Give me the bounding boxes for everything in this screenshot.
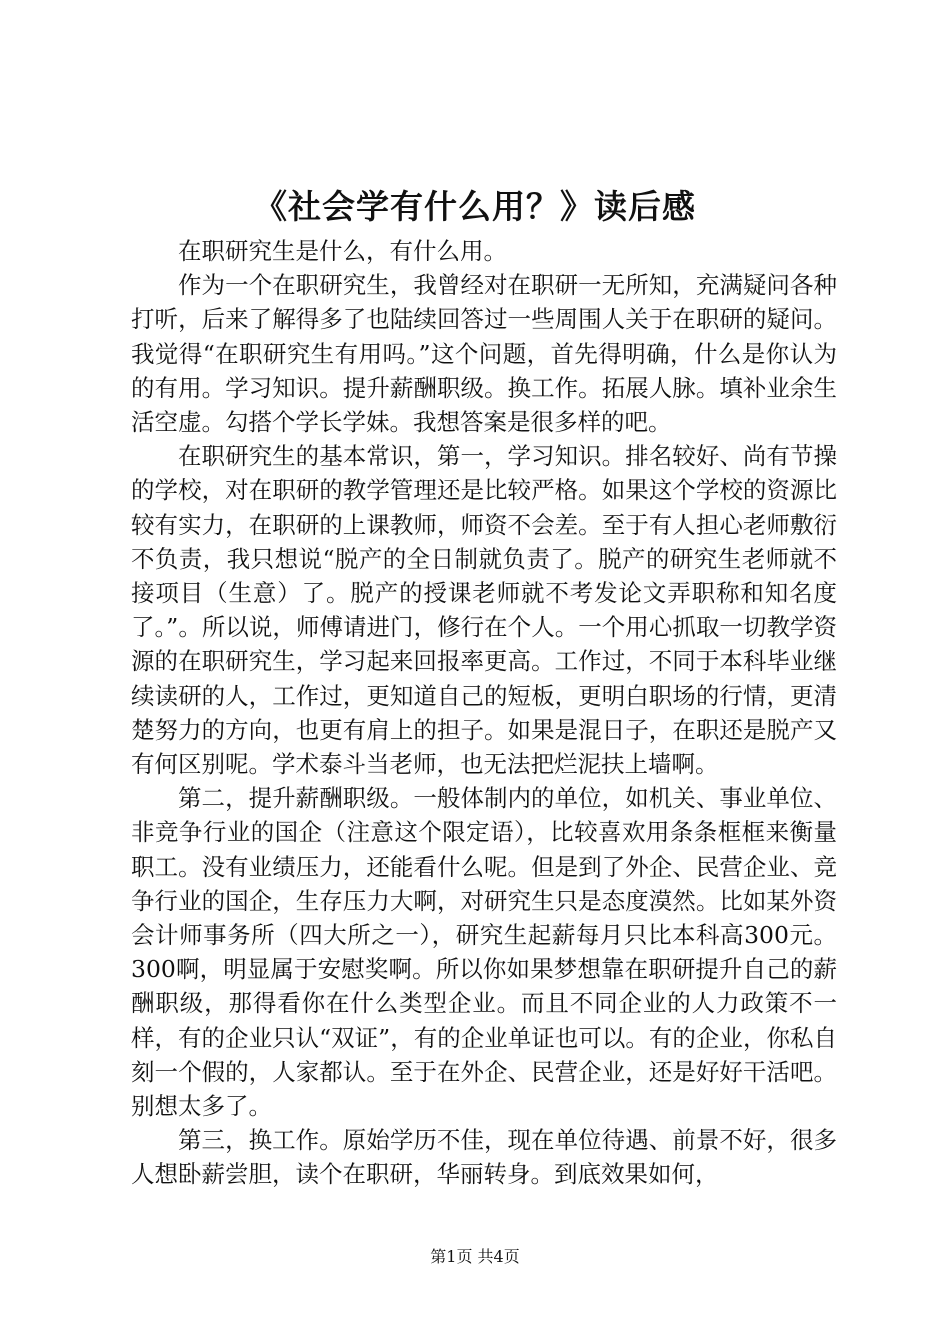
page-footer: 第1页 共4页: [430, 1247, 520, 1266]
document-body: [131, 234, 837, 1192]
paragraph: 第二，提升薪酬职级。一般体制内的单位，如机关、事业单位、非竞争行业的国企（注意这个限定语），比较喜欢用条条框框来衡量职工。没有业绩压力，还能看什么呢。但是到了外企、民营企业、竞争行业的国企，生存压力大啊，对研究生只是态度漠然。比如某外资会计师事务所（四大所之一），研究生起薪每月只比本科高300元。300啊，明显属于安慰奖啊。所以你如果梦想靠在职研提升自己的薪酬职级，那得看你在什么类型企业。而且不同企业的人力政策不一样，有的企业只认“双证”，有的企业单证也可以。有的企业，你私自刻一个假的，人家都认。至于在外企、民营企业，还是好好干活吧。别想太多了。: [131, 784, 837, 1121]
paragraph: 在职研究生的基本常识，第一，学习知识。排名较好、尚有节操的学校，对在职研的教学管理还是比较严格。如果这个学校的资源比较有实力，在职研的上课教师，师资不会差。至于有人担心老师敷衍不负责，我只想说“脱产的全日制就负责了。脱产的研究生老师就不接项目（生意）了。脱产的授课老师就不考发论文弄职称和知名度了。”。所以说，师傅请进门，修行在个人。一个用心抓取一切教学资源的在职研究生，学习起来回报率更高。工作过，不同于本科毕业继续读研的人，工作过，更知道自己的短板，更明白职场的行情，更清楚努力的方向，也更有肩上的担子。如果是混日子，在职还是脱产又有何区别呢。学术泰斗当老师，也无法把烂泥扶上墙啊。: [131, 442, 837, 779]
paragraph: 作为一个在职研究生，我曾经对在职研一无所知，充满疑问各种打听，后来了解得多了也陆续回答过一些周围人关于在职研的疑问。我觉得“在职研究生有用吗。”这个问题，首先得明确，什么是你认为的有用。学习知识。提升薪酬职级。换工作。拓展人脉。填补业余生活空虚。勾搭个学长学妹。我想答案是很多样的吧。: [131, 271, 837, 437]
document-title: 《社会学有什么用？》读后感: [254, 187, 696, 226]
paragraph: 在职研究生是什么，有什么用。: [178, 237, 507, 265]
paragraph: 第三，换工作。原始学历不佳，现在单位待遇、前景不好，很多人想卧薪尝胆，读个在职研，华丽转身。到底效果如何，: [131, 1126, 837, 1189]
